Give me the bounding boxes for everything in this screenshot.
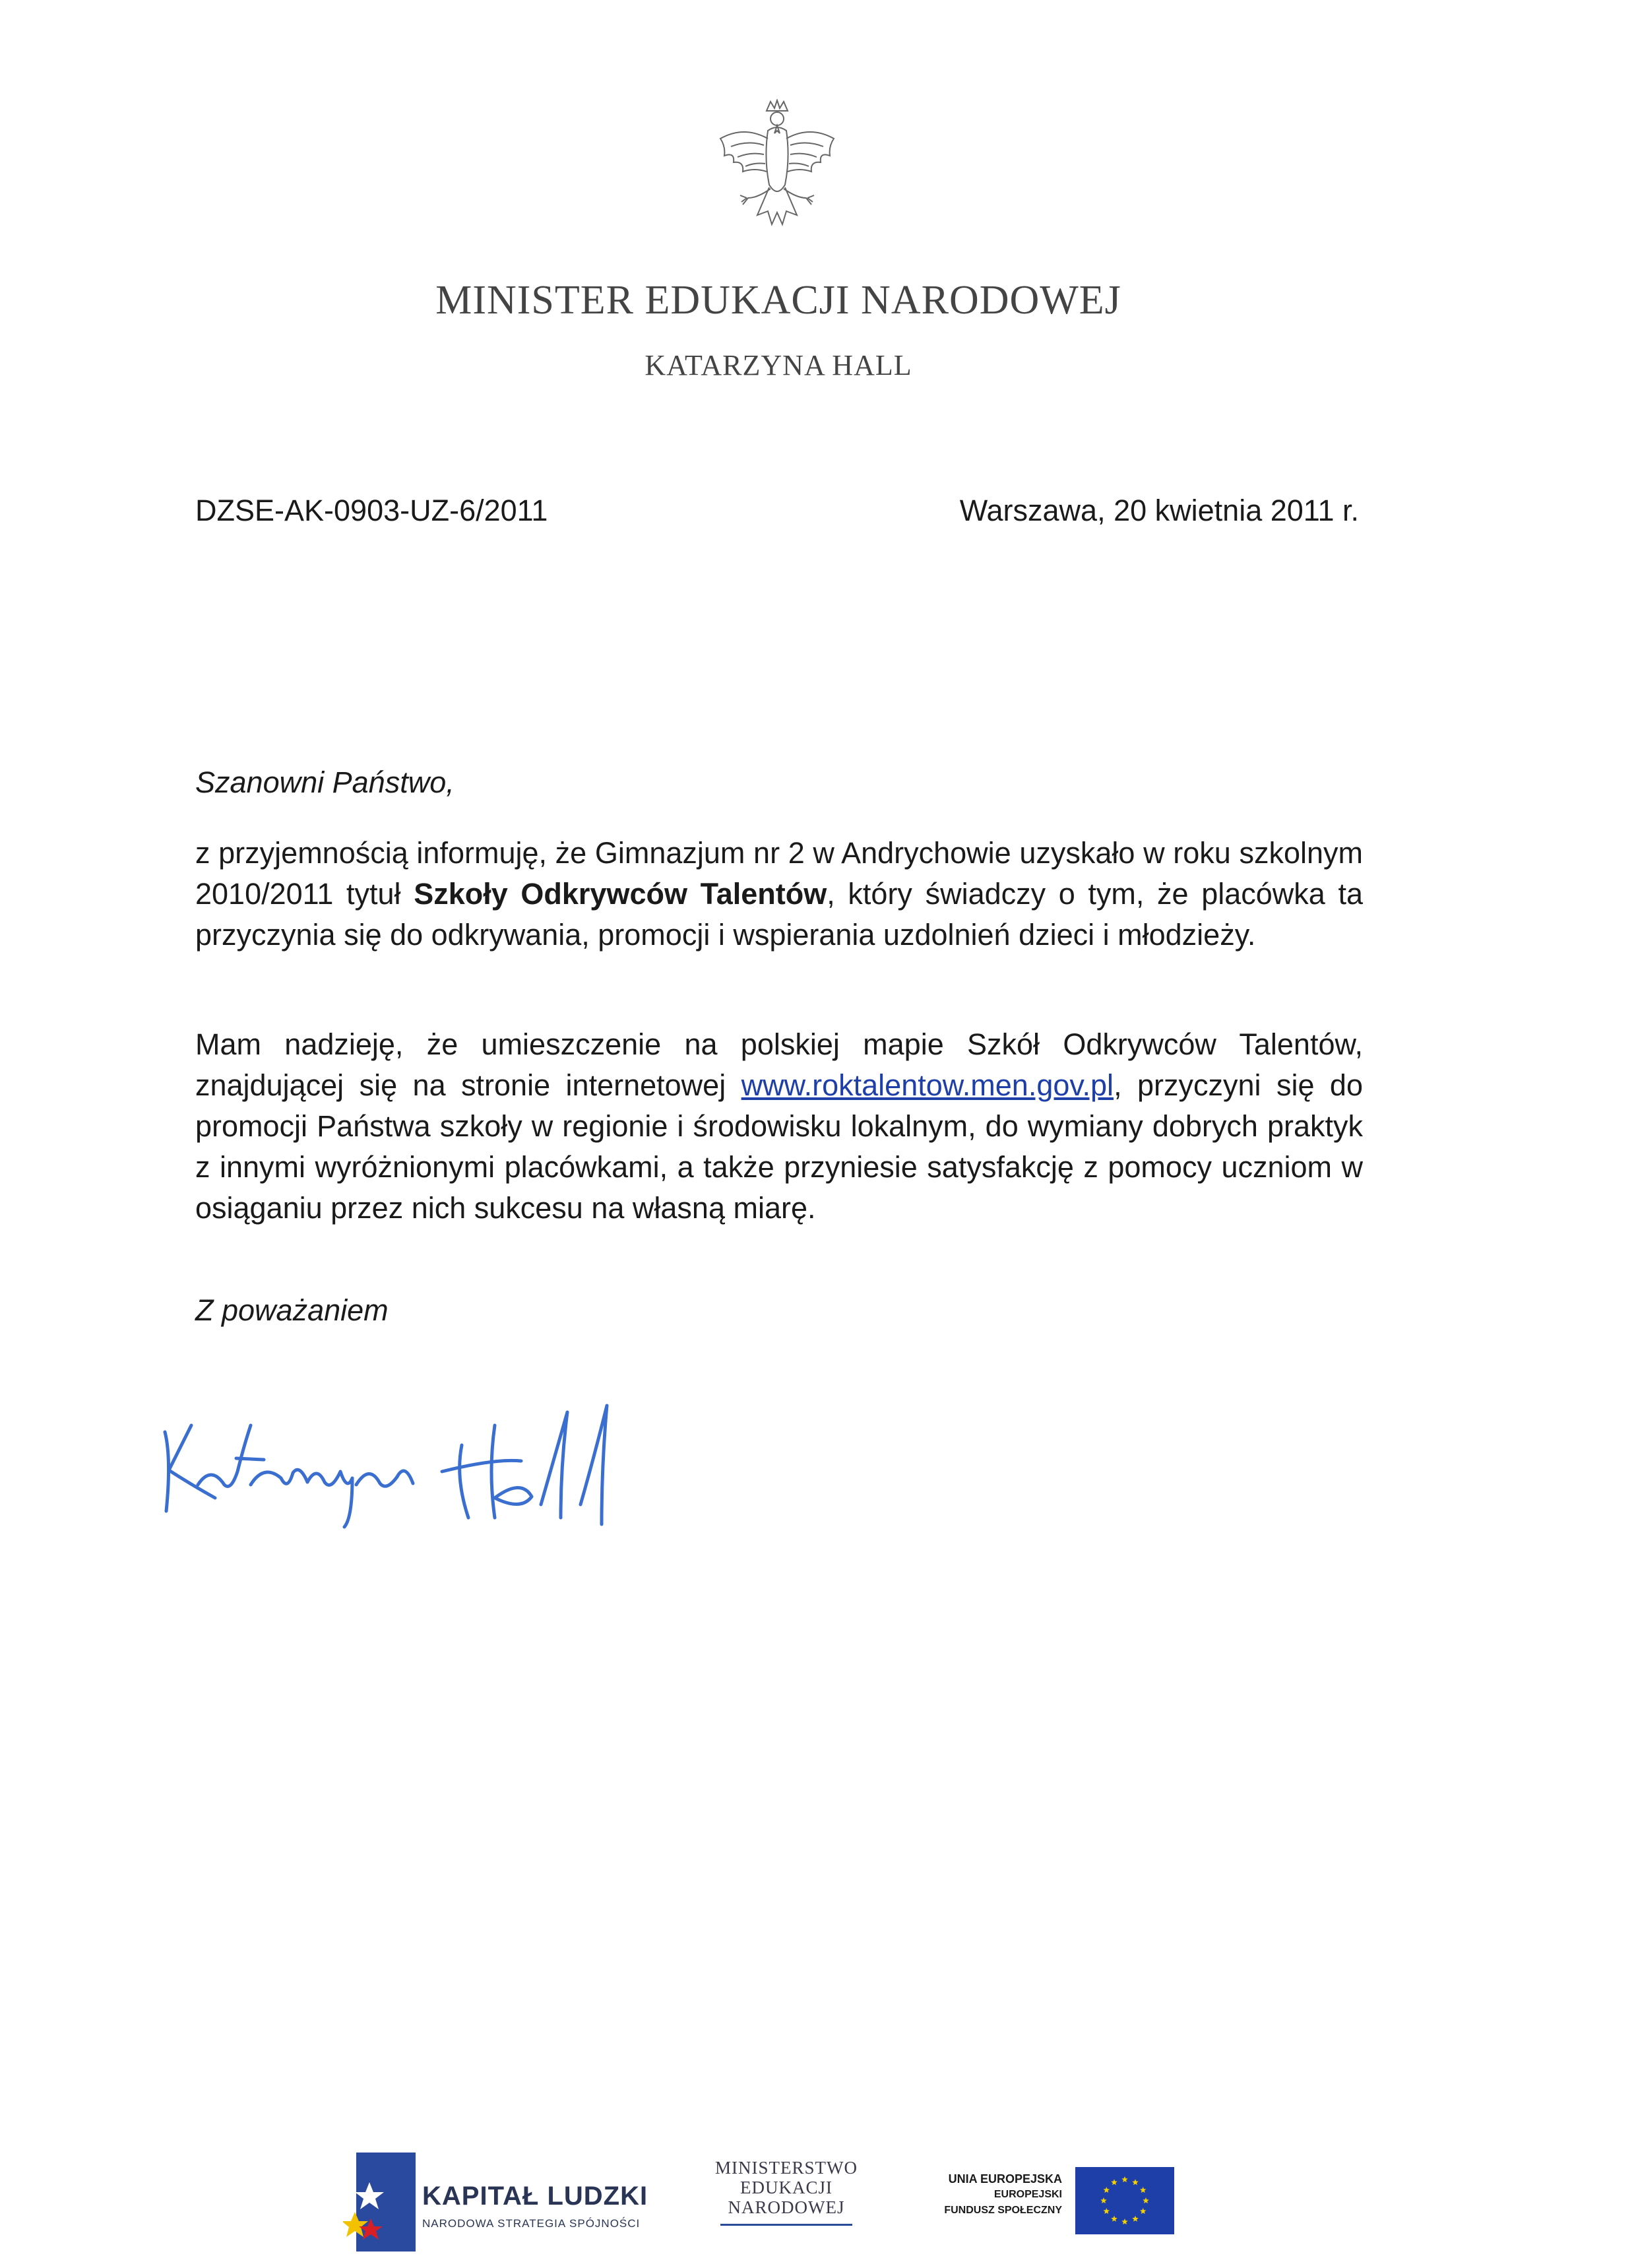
paragraph-1: [195, 833, 1363, 956]
ministry-logo-line-3: NARODOWEJ: [728, 2197, 845, 2217]
eu-line-3: FUNDUSZ SPOŁECZNY: [944, 2205, 1062, 2216]
kapital-ludzki-subtitle: NARODOWA STRATEGIA SPÓJNOŚCI: [422, 2217, 641, 2230]
ministry-logo: [707, 2158, 865, 2226]
paragraph-2-text-a: Mam nadzieję, że umieszczenie na polskiej mapie Szkół Odkrywców Talentów, znajdującej się na stronie internetowej: [195, 1027, 1363, 1102]
ministry-logo-underline: [720, 2224, 852, 2226]
place-date: Warszawa, 20 kwietnia 2011 r.: [959, 494, 1359, 527]
kapital-ludzki-title: KAPITAŁ LUDZKI: [422, 2182, 648, 2211]
handwritten-signature: [152, 1386, 666, 1531]
ministry-title: MINISTER EDUKACJI NARODOWEJ: [435, 278, 1121, 323]
eu-flag-icon: [1075, 2167, 1174, 2234]
minister-name: KATARZYNA HALL: [645, 349, 912, 381]
eu-text-block: [897, 2171, 1062, 2219]
polish-eagle-emblem-icon: [711, 99, 843, 251]
paragraph-1-text-b: , który świadczy o tym, że placówka ta przyczynia się do odkrywania, promocji i wspierania uzdolnień dzieci i młodzieży.: [195, 877, 1363, 952]
reference-number: DZSE-AK-0903-UZ-6/2011: [195, 494, 548, 527]
closing: Z poważaniem: [195, 1293, 389, 1327]
paragraph-1-text-a: z przyjemnością informuję, że Gimnazjum nr 2 w Andrychowie uzyskało w roku szkolnym 2010/2011 tytuł: [195, 836, 1363, 911]
paragraph-2: [195, 1024, 1363, 1229]
eu-line-1: UNIA EUROPEJSKA: [948, 2172, 1062, 2186]
paragraph-1-bold-title: Szkoły Odkrywców Talentów: [414, 877, 827, 911]
ministry-logo-line-2: EDUKACJI: [740, 2178, 833, 2197]
salutation: Szanowni Państwo,: [195, 765, 455, 799]
ministry-logo-line-1: MINISTERSTWO: [715, 2158, 858, 2178]
website-link[interactable]: www.roktalentow.men.gov.pl: [741, 1068, 1114, 1102]
kapital-ludzki-logo-icon: [343, 2153, 416, 2252]
eu-line-2: EUROPEJSKI: [993, 2189, 1062, 2200]
paragraph-2-text-b: , przyczyni się do promocji Państwa szkoły w regionie i środowisku lokalnym, do wymiany dobrych praktyk z innymi wyróżnionymi placówkami, a także przyniesie satysfakcję z pomocy uczniom w osiąganiu przez nich sukcesu na własną miarę.: [195, 1068, 1363, 1225]
